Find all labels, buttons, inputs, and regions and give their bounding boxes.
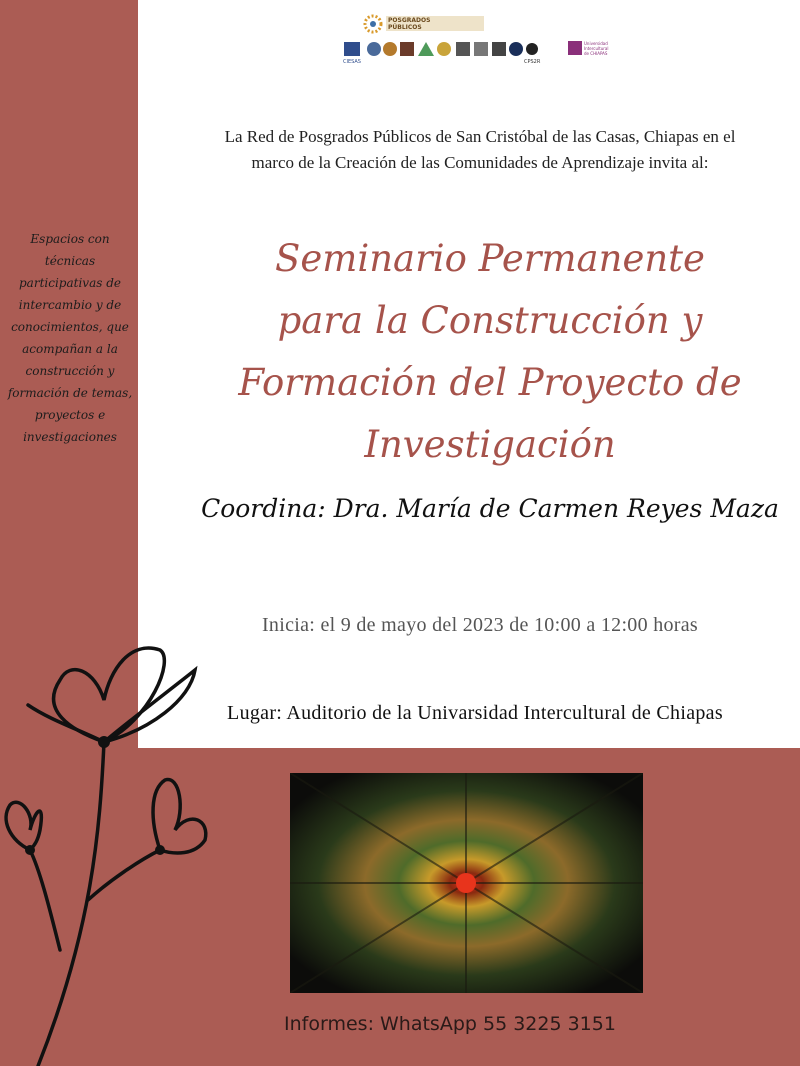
flower-bud [6,802,41,850]
title-line: Formación del Proyecto de [238,361,742,404]
sidebar-line: formación de temas, [7,386,133,400]
sidebar-line: técnicas [44,254,96,268]
fractal-image [290,773,643,993]
coordinator: Coordina: Dra. María de Carmen Reyes Maza [201,494,779,523]
sidebar-line: conocimientos, que [11,320,129,334]
unich-text-line3: de CHIAPAS [584,51,608,56]
seal-icon [526,43,538,55]
intro-line: La Red de Posgrados Públicos de San Cristóbal de las Casas, Chiapas en el [224,127,736,146]
ciesas-logo-icon [344,42,360,56]
sidebar-description [4,228,136,448]
shield-icon [400,42,414,56]
venue: Lugar: Auditorio de la Univarsidad Intercultural de Chiapas [227,702,723,724]
cps2r-label: CPS2R [524,59,541,65]
sidebar-line: participativas de [19,276,121,290]
unich-text-line2: Intercultural [584,46,609,51]
title-line: para la Construcción y [277,299,703,342]
start-date: Inicia: el 9 de mayo del 2023 de 10:00 a 12:00 horas [261,614,699,636]
sidebar-line: intercambio y de [18,298,122,312]
unich-text-line1: Universidad [584,41,608,46]
posgrados-logo [365,16,484,32]
seal-icon [367,42,381,56]
flower-bud [153,780,206,853]
flower-center [98,736,110,748]
logo-text-line1: POSGRADOS [388,17,431,24]
flower-center [155,845,165,855]
intro-line: marco de la Creación de las Comunidades de Aprendizaje invita al: [251,153,709,172]
seal-icon [437,42,451,56]
sidebar-line: investigaciones [23,430,117,444]
sidebar-line: proyectos e [34,408,106,422]
flower-center [25,845,35,855]
title-line: Seminario Permanente [275,237,705,280]
seminar-title [200,228,780,476]
logo-text-line2: PÚBLICOS [388,24,422,31]
title-line: Investigación [364,423,616,466]
ciesas-label: CIESAS [343,59,361,65]
flower-petal [104,670,195,742]
flower-branch [30,850,60,950]
seal-icon [509,42,523,56]
partner-logos [340,12,615,66]
building-icon [474,42,488,56]
sidebar-line: Espacios con [30,232,110,246]
sidebar-line: construcción y [25,364,115,378]
institution-logo-row [343,41,608,65]
sidebar-line: acompañan a la [22,342,118,356]
seal-icon [383,42,397,56]
building-icon [456,42,470,56]
unich-logo-icon [568,41,582,55]
flower-illustration [0,630,240,1066]
contact-info: Informes: WhatsApp 55 3225 3151 [284,1013,616,1035]
intro-text [160,124,800,176]
flower-petal [28,705,104,742]
flower-branch [88,850,160,900]
tree-icon [418,42,434,56]
building-icon [492,42,506,56]
